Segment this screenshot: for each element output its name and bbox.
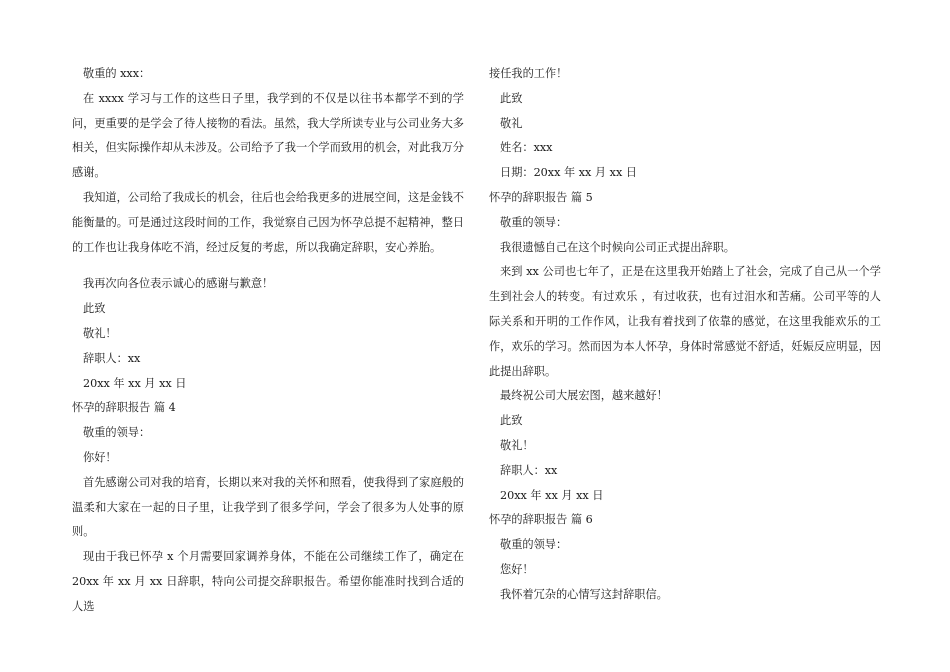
body-paragraph: 我怀着冗杂的心情写这封辞职信。 xyxy=(500,587,668,601)
body-paragraph: 来到 xx 公司也七年了，正是在这里我开始踏上了社会，完成了自己从一个学生到社会人的转变。有过欢乐 ，有过收获，也有过泪水和苦痛。公司平等的人际关系和开明的工作作风，让我有着找到了依靠的感觉，在这里我能欢乐的工作，欢乐的学习。然而因为本人怀孕，身体时常感觉不舒适，妊娠反应明显，因此提出辞职。 xyxy=(489,265,881,378)
body-paragraph: 我很遗憾自己在这个时候向公司正式提出辞职。 xyxy=(500,240,735,254)
salutation: 敬重的 xxx： xyxy=(83,67,151,80)
closing-line: 敬礼！ xyxy=(83,326,117,340)
section-heading: 怀孕的辞职报告 篇 4 xyxy=(72,401,176,415)
signature-line: 辞职人：xx xyxy=(83,351,141,365)
right-column xyxy=(489,62,881,608)
closing-line: 此致 xyxy=(500,91,523,105)
paragraph-gap xyxy=(72,260,464,272)
closing-line: 此致 xyxy=(83,302,106,316)
body-paragraph: 我再次向各位表示诚心的感谢与歉意！ xyxy=(83,277,274,291)
body-paragraph: 接任我的工作！ xyxy=(489,67,568,80)
salutation: 敬重的领导： xyxy=(83,426,151,440)
closing-line: 敬礼 xyxy=(500,116,523,130)
salutation: 敬重的领导： xyxy=(500,215,568,229)
section-heading: 怀孕的辞职报告 篇 5 xyxy=(489,190,593,204)
body-paragraph: 现由于我已怀孕 x 个月需要回家调养身体，不能在公司继续工作了，确定在 20xx 年 xx 月 xx 日辞职，特向公司提交辞职报告。希望你能准时找到合适的人选 xyxy=(72,550,464,613)
section-heading: 怀孕的辞职报告 篇 6 xyxy=(489,513,593,527)
signature-line: 辞职人：xx xyxy=(500,463,558,477)
body-paragraph: 我知道，公司给了我成长的机会，往后也会给我更多的进展空间，这是金钱不能衡量的。可是通过这段时间的工作，我觉察自己因为怀孕总提不起精神，整日的工作也让我身体吃不消，经过反复的考虑，所以我确定辞职，安心养胎。 xyxy=(72,190,464,254)
date-line: 20xx 年 xx 月 xx 日 xyxy=(83,376,187,390)
date-line: 20xx 年 xx 月 xx 日 xyxy=(500,488,604,502)
body-paragraph: 首先感谢公司对我的培育，长期以来对我的关怀和照看，使我得到了家庭般的温柔和大家在一起的日子里，让我学到了很多学问，学会了很多为人处事的原则。 xyxy=(72,475,464,539)
date-line: 日期：20xx 年 xx 月 xx 日 xyxy=(500,166,637,180)
greeting: 你好！ xyxy=(83,450,117,464)
left-column xyxy=(72,62,464,620)
signature-line: 姓名：xxx xyxy=(500,141,553,155)
body-paragraph: 在 xxxx 学习与工作的这些日子里，我学到的不仅是以往书本都学不到的学问，更重要的是学会了待人接物的看法。虽然，我大学所读专业与公司业务大多相关，但实际操作却从未涉及。公司给予了我一个学而致用的机会，对此我万分感谢。 xyxy=(72,91,464,180)
greeting: 您好！ xyxy=(500,562,534,576)
closing-line: 敬礼！ xyxy=(500,438,534,452)
closing-line: 此致 xyxy=(500,414,523,428)
body-paragraph: 最终祝公司大展宏图，越来越好！ xyxy=(500,389,668,403)
salutation: 敬重的领导： xyxy=(500,538,568,552)
